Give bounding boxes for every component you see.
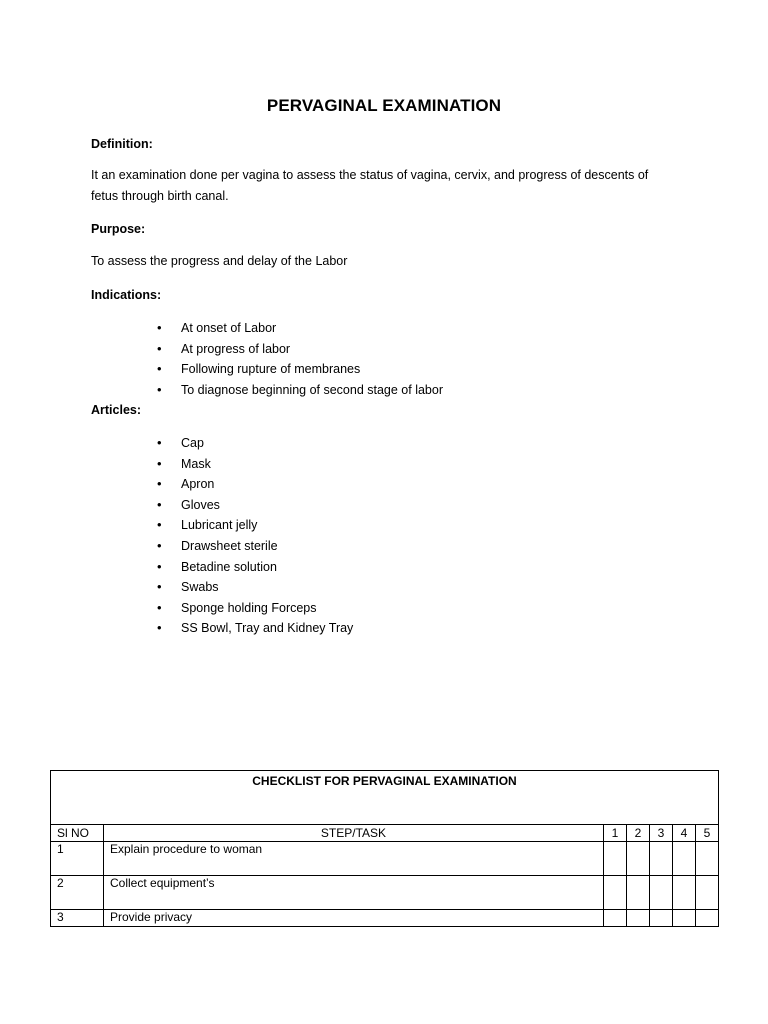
- table-header-row: [51, 825, 719, 842]
- row-number: 3: [51, 910, 104, 927]
- list-item: • Following rupture of membranes: [0, 359, 443, 380]
- list-item: • Lubricant jelly: [0, 515, 353, 536]
- header-score-2: 2: [627, 825, 650, 842]
- table-row: [51, 910, 719, 927]
- score-cell: [604, 876, 627, 910]
- row-number: 1: [51, 842, 104, 876]
- score-cell: [604, 842, 627, 876]
- list-item: • Drawsheet sterile: [0, 536, 353, 557]
- score-cell: [650, 842, 673, 876]
- score-cell: [650, 910, 673, 927]
- score-cell: [696, 842, 719, 876]
- score-cell: [604, 910, 627, 927]
- score-cell: [696, 876, 719, 910]
- row-task: Collect equipment’s: [104, 876, 604, 910]
- checklist-caption: CHECKLIST FOR PERVAGINAL EXAMINATION: [51, 771, 719, 825]
- score-cell: [627, 876, 650, 910]
- score-cell: [673, 842, 696, 876]
- list-item: • Cap: [0, 433, 353, 454]
- indications-heading: Indications:: [91, 288, 162, 302]
- header-slno: Sl NO: [51, 825, 104, 842]
- row-task: Provide privacy: [104, 910, 604, 927]
- row-number: 2: [51, 876, 104, 910]
- score-cell: [673, 876, 696, 910]
- indications-list: [0, 318, 443, 400]
- list-item: • Mask: [0, 454, 353, 475]
- purpose-heading: Purpose:: [91, 222, 146, 236]
- list-item: • At onset of Labor: [0, 318, 443, 339]
- header-score-1: 1: [604, 825, 627, 842]
- header-step: STEP/TASK: [104, 825, 604, 842]
- score-cell: [650, 876, 673, 910]
- table-row: [51, 842, 719, 876]
- header-score-3: 3: [650, 825, 673, 842]
- score-cell: [627, 842, 650, 876]
- table-row: [51, 876, 719, 910]
- list-item: • Gloves: [0, 495, 353, 516]
- header-score-5: 5: [696, 825, 719, 842]
- list-item: • At progress of labor: [0, 339, 443, 360]
- purpose-text: To assess the progress and delay of the Labor: [91, 254, 348, 268]
- list-item: • Betadine solution: [0, 557, 353, 578]
- page-title: PERVAGINAL EXAMINATION: [266, 96, 502, 115]
- score-cell: [673, 910, 696, 927]
- definition-heading: Definition:: [91, 137, 153, 151]
- list-item: • Swabs: [0, 577, 353, 598]
- list-item: • Apron: [0, 474, 353, 495]
- score-cell: [627, 910, 650, 927]
- list-item: • Sponge holding Forceps: [0, 598, 353, 619]
- score-cell: [696, 910, 719, 927]
- articles-heading: Articles:: [91, 403, 142, 417]
- articles-list: [0, 433, 353, 639]
- checklist-table: [50, 770, 719, 927]
- header-score-4: 4: [673, 825, 696, 842]
- list-item: • SS Bowl, Tray and Kidney Tray: [0, 618, 353, 639]
- list-item: • To diagnose beginning of second stage of labor: [0, 380, 443, 401]
- row-task: Explain procedure to woman: [104, 842, 604, 876]
- definition-text: It an examination done per vagina to assess the status of vagina, cervix, and progress of descents of fetus through birth canal.: [91, 168, 649, 203]
